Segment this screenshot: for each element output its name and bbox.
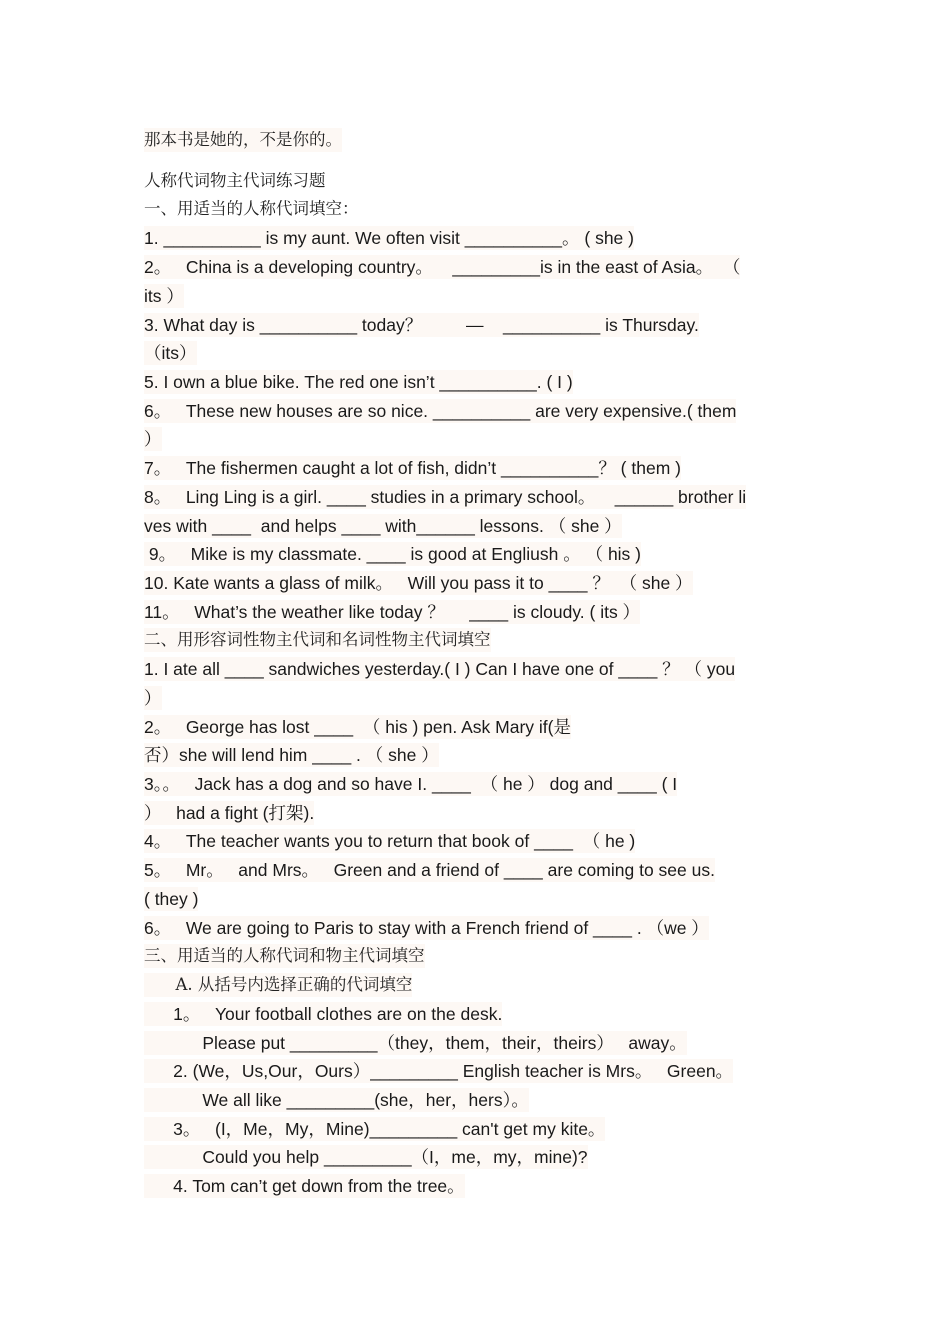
question-line: ( they ) xyxy=(144,889,199,909)
question-line: 6。 We are going to Paris to stay with a French friend of ____ . （we ） xyxy=(144,918,709,938)
section-three-heading: 三、用适当的人称代词和物主代词填空 xyxy=(144,944,425,968)
question-line: 8。 Ling Ling is a girl. ____ studies in a primary school。 ______ brother li xyxy=(144,487,747,507)
question-line: 2。 George has lost ____ （ his ) pen. Ask Mary if(是 xyxy=(144,717,571,737)
question-line: 3. What day is __________ today？ — __________ is Thursday. xyxy=(144,315,699,335)
question-line: 2。 China is a developing country。 _________is in the east of Asia。 （ xyxy=(144,257,741,277)
question-line: ） had a fight (打架). xyxy=(144,803,315,823)
question-line: 5. I own a blue bike. The red one isn’t __________. ( I ) xyxy=(144,372,573,392)
question-line: 3。 (I，Me，My，Mine)_________ can't get my kite。 xyxy=(144,1119,606,1139)
question-line: Please put _________（they，them，their，theirs） away。 xyxy=(144,1033,687,1053)
question-line: 1. I ate all ____ sandwiches yesterday.( I ) Can I have one of ____ ？ （ you xyxy=(144,659,736,679)
question-line: 否）she will lend him ____ . （ she ） xyxy=(144,745,439,765)
question-line: （its） xyxy=(144,343,197,363)
question-line: We all like _________(she，her，hers）。 xyxy=(144,1090,529,1110)
question-line: 1。 Your football clothes are on the desk. xyxy=(144,1004,503,1024)
question-line: 4. Tom can’t get down from the tree。 xyxy=(144,1176,465,1196)
question-line: ） xyxy=(144,429,162,449)
question-line: 10. Kate wants a glass of milk。 Will you pass it to ____ ？ （ she ） xyxy=(144,573,693,593)
question-line: 7。 The fishermen caught a lot of fish, didn’t __________？ ( them ) xyxy=(144,458,681,478)
question-line: 6。 These new houses are so nice. __________ are very expensive.( them xyxy=(144,401,737,421)
question-line: its ） xyxy=(144,286,184,306)
section-one-heading: 一、用适当的人称代词填空： xyxy=(144,199,359,218)
question-line: 3。。 Jack has a dog and so have I. ____ （ he ） dog and ____ ( I xyxy=(144,774,678,794)
intro-sentence: 那本书是她的，不是你的。 xyxy=(144,128,342,152)
question-line: ） xyxy=(144,688,162,708)
question-line: 2. (We，Us,Our，Ours）_________ English teacher is Mrs。 Green。 xyxy=(144,1061,734,1081)
question-line: Could you help _________（I，me，my，mine)? xyxy=(144,1147,588,1167)
question-line: 1. __________ is my aunt. We often visit __________。 ( she ) xyxy=(144,228,634,248)
exercise-title: 人称代词物主代词练习题 xyxy=(144,171,326,190)
question-line: 9。 Mike is my classmate. ____ is good at Engliush 。 （ his ) xyxy=(144,544,641,564)
question-line: 4。 The teacher wants you to return that book of ____ （ he ) xyxy=(144,831,636,851)
question-line: 11。 What’s the weather like today ？ ____ is cloudy. ( its ） xyxy=(144,602,641,622)
question-line: 5。 Mr。 and Mrs。 Green and a friend of ____ are coming to see us. xyxy=(144,860,715,880)
subsection-a-heading: A. 从括号内选择正确的代词填空 xyxy=(144,973,412,997)
question-line: ves with ____ and helps ____ with______ lessons. （ she ） xyxy=(144,516,622,536)
section-two-heading: 二、用形容词性物主代词和名词性物主代词填空 xyxy=(144,628,491,652)
